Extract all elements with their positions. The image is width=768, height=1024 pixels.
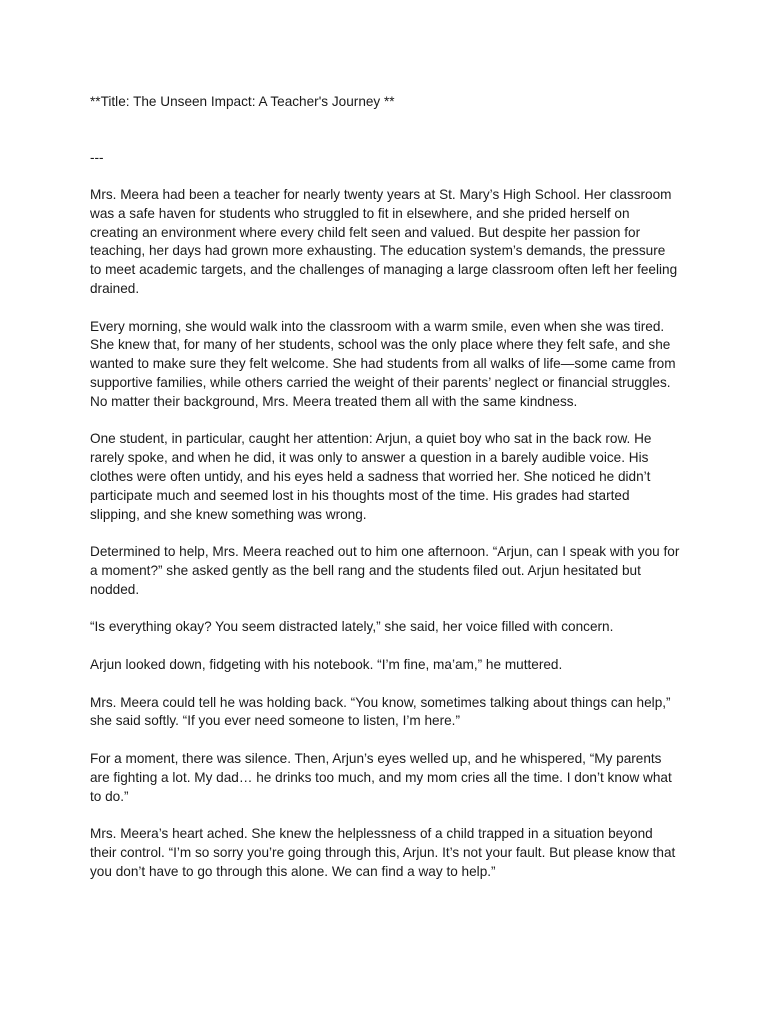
section-separator: --- — [90, 150, 104, 165]
story-body — [90, 186, 680, 900]
paragraph: For a moment, there was silence. Then, Arjun’s eyes welled up, and he whispered, “My parents are fighting a lot. My dad… he drinks too much, and my mom cries all the time. I don’t know what to do.” — [90, 750, 672, 804]
document-title: **Title: The Unseen Impact: A Teacher's Journey ** — [90, 94, 395, 109]
paragraph: Mrs. Meera’s heart ached. She knew the helplessness of a child trapped in a situation beyond their control. “I’m so sorry you’re going through this, Arjun. It’s not your fault. But please know that you don’t have to go through this alone. We can find a way to help.” — [90, 826, 676, 879]
paragraph: Mrs. Meera had been a teacher for nearly twenty years at St. Mary’s High School. Her classroom was a safe haven for students who struggled to fit in elsewhere, and she prided herself on creating an environment where every child felt seen and valued. But despite her passion for teaching, her days had grown more exhausting. The education system’s demands, the pressure to meet academic targets, and the challenges of managing a large classroom often left her feeling drained. — [90, 187, 678, 296]
paragraph: Every morning, she would walk into the classroom with a warm smile, even when she was tired. She knew that, for many of her students, school was the only place where they felt safe, and she wanted to make sure they felt welcome. She had students from all walks of life—some came from supportive families, while others carried the weight of their parents’ neglect or financial struggles. No matter their background, Mrs. Meera treated them all with the same kindness. — [90, 318, 676, 409]
paragraph: Arjun looked down, fidgeting with his notebook. “I’m fine, ma’am,” he muttered. — [90, 656, 563, 672]
paragraph: “Is everything okay? You seem distracted lately,” she said, her voice filled with concern. — [90, 619, 614, 635]
paragraph: Mrs. Meera could tell he was holding back. “You know, sometimes talking about things can help,” she said softly. “If you ever need someone to listen, I’m here.” — [90, 694, 671, 729]
paragraph: One student, in particular, caught her attention: Arjun, a quiet boy who sat in the back row. He rarely spoke, and when he did, it was only to answer a question in a barely audible voice. His clothes were often untidy, and his eyes held a sadness that worried her. She noticed he didn’t participate much and seemed lost in his thoughts most of the time. His grades had started slipping, and she knew something was wrong. — [90, 431, 652, 522]
paragraph: Determined to help, Mrs. Meera reached out to him one afternoon. “Arjun, can I speak with you for a moment?” she asked gently as the bell rang and the students filed out. Arjun hesitated but nodded. — [90, 544, 680, 597]
